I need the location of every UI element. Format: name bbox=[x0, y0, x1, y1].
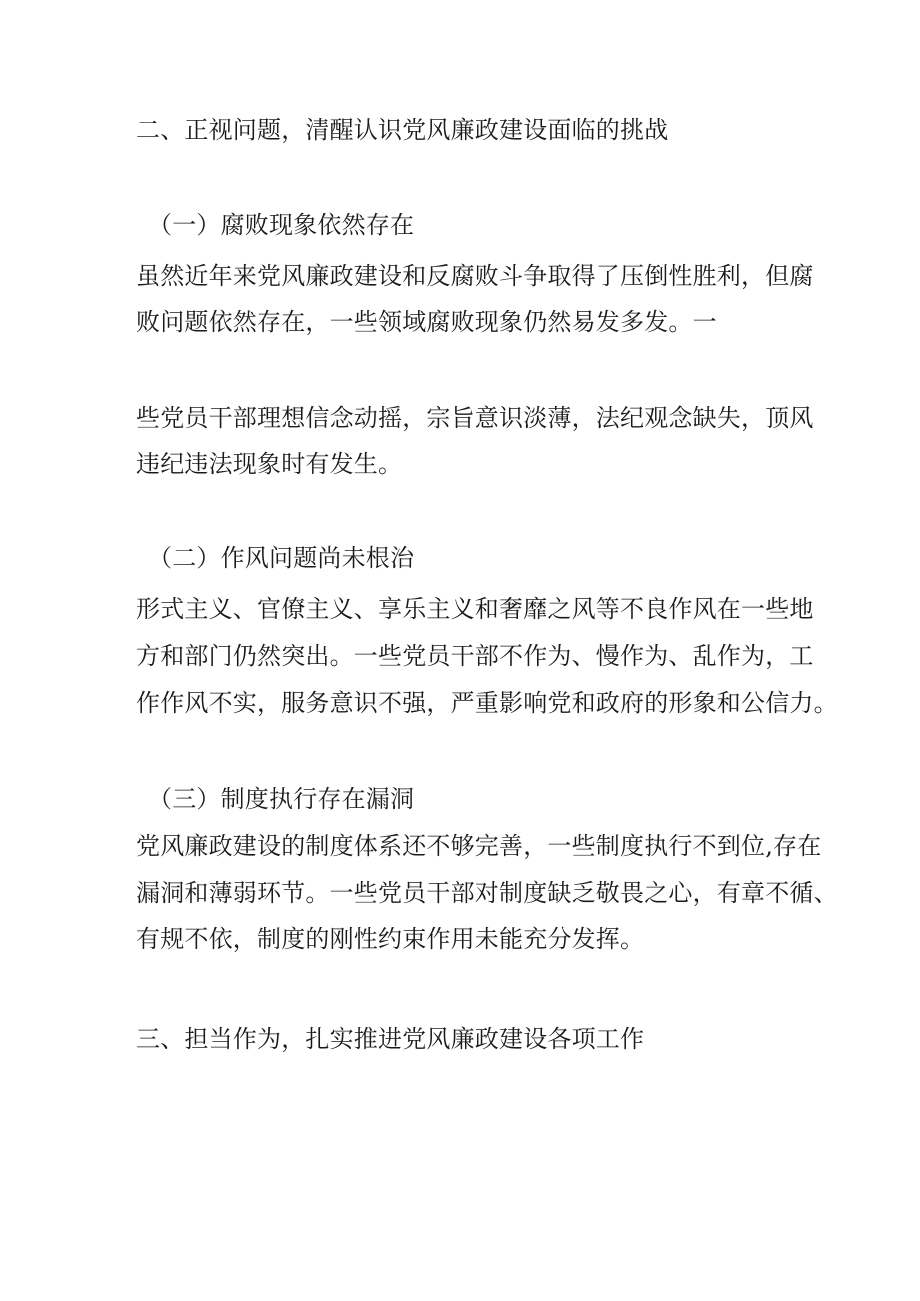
paragraph-line: 作作风不实，服务意识不强，严重影响党和政府的形象和公信力。 bbox=[136, 689, 838, 717]
paragraph-line: 败问题依然存在，一些领域腐败现象仍然易发多发。一 bbox=[136, 308, 717, 336]
subsection-heading-3: （三）制度执行存在漏洞 bbox=[148, 785, 415, 813]
paragraph-line: 形式主义、官僚主义、享乐主义和奢靡之风等不良作风在一些地 bbox=[136, 595, 814, 623]
paragraph-line: 有规不依，制度的刚性约束作用未能充分发挥。 bbox=[136, 925, 645, 953]
section-heading-2: 二、正视问题，清醒认识党风廉政建设面临的挑战 bbox=[136, 116, 669, 144]
paragraph-line: 方和部门仍然突出。一些党员干部不作为、慢作为、乱作为，工 bbox=[136, 642, 814, 670]
section-heading-3: 三、担当作为，扎实推进党风廉政建设各项工作 bbox=[136, 1025, 645, 1053]
subsection-heading-2: （二）作风问题尚未根治 bbox=[148, 544, 415, 572]
paragraph-line: 些党员干部理想信念动摇，宗旨意识淡薄，法纪观念缺失，顶风 bbox=[136, 404, 814, 432]
paragraph-line: 漏洞和薄弱环节。一些党员干部对制度缺乏敬畏之心，有章不循、 bbox=[136, 879, 838, 907]
paragraph-line: 违纪违法现象时有发生。 bbox=[136, 450, 403, 478]
paragraph-line: 虽然近年来党风廉政建设和反腐败斗争取得了压倒性胜利，但腐 bbox=[136, 262, 814, 290]
subsection-heading-1: （一）腐败现象依然存在 bbox=[148, 211, 415, 239]
paragraph-line: 党风廉政建设的制度体系还不够完善，一些制度执行不到位,存在 bbox=[136, 832, 822, 860]
